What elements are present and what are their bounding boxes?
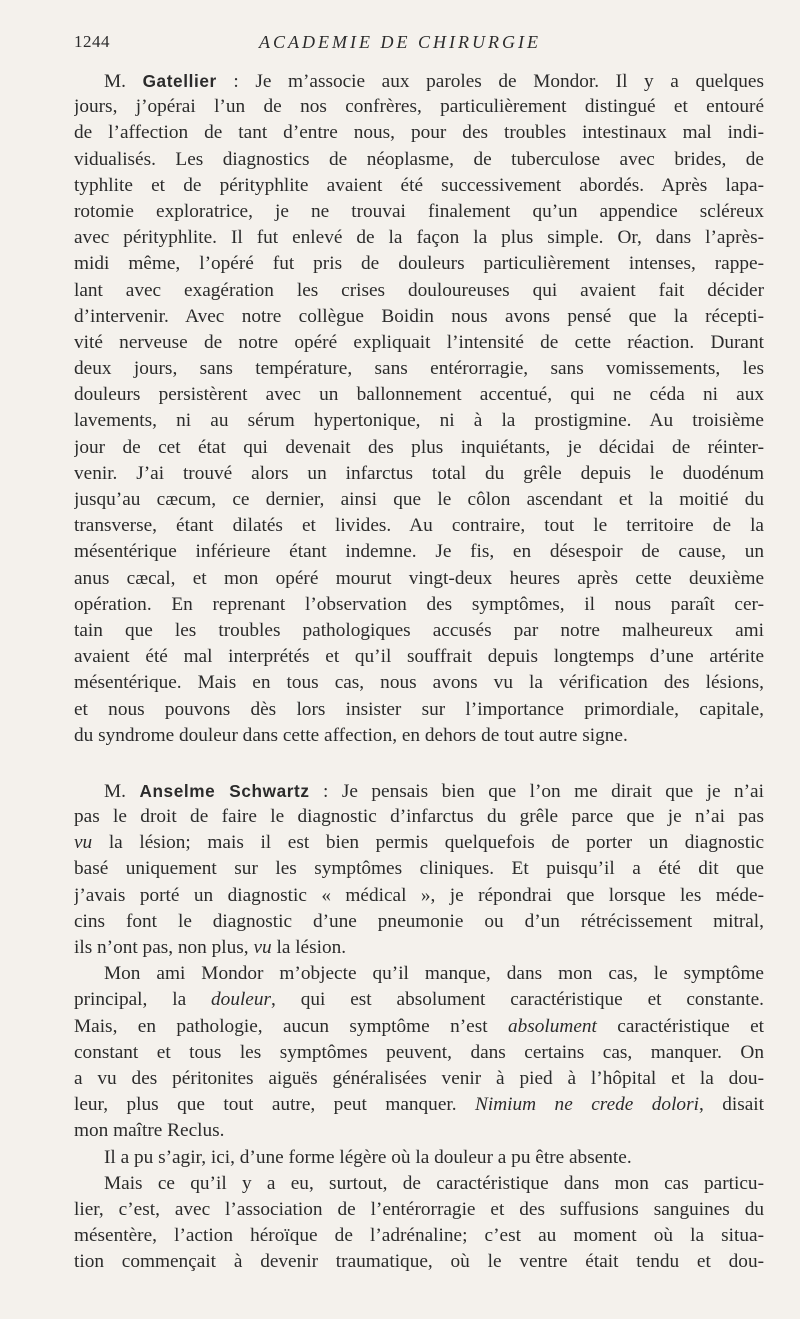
text-line: douleurs persistèrent avec un ballonnement accentué, qui ne céda ni aux [74,384,764,406]
text-line: opération. En reprenant l’observation des symptômes, il nous paraît cer- [74,593,764,615]
speaker-name: Anselme Schwartz [139,780,310,801]
text-line: M. Gatellier : Je m’associe aux paroles de Mondor. Il y a quelques [104,71,764,92]
body-text [74,68,764,1275]
text-line: leur, plus que tout autre, peut manquer. Nimium ne crede dolori, disait [74,1094,764,1116]
paragraph-gatellier [74,68,764,749]
italic-word: vu [74,832,93,854]
text-line: anus cæcal, et mon opéré mourut vingt-deux heures après cette deuxième [74,567,764,589]
text-line: mon maître Reclus. [74,1120,225,1142]
text-line: d’intervenir. Avec notre collègue Boidin nous avons pensé que la récepti- [74,305,764,327]
text-line: basé uniquement sur les symptômes cliniques. Et puisqu’il a été dit que [74,858,764,880]
text-line: constant et tous les symptômes peuvent, dans certains cas, manquer. On [74,1041,764,1063]
text-line: deux jours, sans température, sans entérorragie, sans vomissements, les [74,358,764,380]
text-line: rotomie exploratrice, je ne trouvai finalement qu’un appendice scléreux [74,200,764,222]
text-line: avec pérityphlite. Il fut enlevé de la façon la plus simple. Or, dans l’après- [74,227,764,249]
text-line: tain que les troubles pathologiques accusés par notre malheureux ami [74,619,764,641]
text-line: de l’affection de tant d’entre nous, pour des troubles intestinaux mal indi- [74,122,764,144]
italic-word: absolument [507,1015,597,1037]
text-line: M. Anselme Schwartz : Je pensais bien que l’on me dirait que je n’ai [104,780,764,802]
italic-word: vu [253,937,272,958]
text-line: j’avais porté un diagnostic « médical », je répondrai que lorsque les méde- [74,884,764,906]
text-line: mésentérique. Mais en tous cas, nous avons vu la vérification des lésions, [74,672,764,694]
text-line: Mon ami Mondor m’objecte qu’il manque, dans mon cas, le symptôme [104,963,764,985]
text-line: pas le droit de faire le diagnostic d’infarctus du grêle parce que je n’ai pas [74,806,764,828]
text-line: midi même, l’opéré fut pris de douleurs particulièrement intenses, rappe- [74,253,764,275]
text-line: vidualisés. Les diagnostics de néoplasme, de tuberculose avec brides, de [74,148,764,170]
text-line: lier, c’est, avec l’association de l’entérorragie et des suffusions sanguines du [74,1198,764,1220]
text-line: mésentérique inférieure étant indemne. Je fis, en désespoir de cause, un [74,541,764,563]
text-line: Mais ce qu’il y a eu, surtout, de caractéristique dans mon cas particu- [104,1172,764,1194]
text-line: vité nerveuse de notre opéré expliquait l’intensité de cette réaction. Durant [74,331,764,353]
text-line: Mais, en pathologie, aucun symptôme n’est absolument caractéristique et [74,1015,764,1037]
text-line: du syndrome douleur dans cette affection, en dehors de tout autre signe. [74,724,628,746]
text-line: avaient été mal interprétés et qu’il souffrait depuis longtemps d’une artérite [74,646,764,668]
paragraph-schwartz [74,778,764,961]
paragraph-gap [74,749,764,778]
text-line: transverse, étant dilatés et livides. Au contraire, tout le territoire de la [74,515,764,537]
paragraph-mondor-objection [74,961,764,1144]
text-line: typhlite et de pérityphlite avaient été successivement abordés. Après lapa- [74,174,764,196]
text-line: Il a pu s’agir, ici, d’une forme légère où la douleur a pu être absente. [104,1146,632,1168]
italic-word: douleur [211,989,272,1011]
text-line: cins font le diagnostic d’une pneumonie ou d’un rétrécissement mitral, [74,910,764,932]
text-line: et nous pouvons dès lors insister sur l’importance primordiale, capitale, [74,698,764,720]
text-line: vu la lésion; mais il est bien permis quelquefois de porter un diagnostic [74,832,764,854]
text-line: mésentère, l’action héroïque de l’adrénaline; c’est au moment où la situa- [74,1225,764,1247]
text-line: jusqu’au cæcum, ce dernier, ainsi que le côlon ascendant et la moitié du [74,489,764,510]
text-line: ils n’ont pas, non plus, vu la lésion. [74,937,347,958]
text-line: lant avec exagération les crises douloureuses qui avaient fait décider [74,279,764,301]
paragraph-light-form [74,1145,764,1171]
paragraph-adrenaline [74,1171,764,1276]
text-line: jour de cet état qui devenait des plus inquiétants, je décidai de réinter- [74,436,764,458]
text-line: venir. J’ai trouvé alors un infarctus total du grêle depuis le duodénum [74,462,764,484]
speaker-name: Gatellier [142,71,217,91]
page-number: 1244 [74,32,110,51]
running-title: ACADEMIE DE CHIRURGIE [259,32,541,52]
text-line: a vu des péritonites aiguës généralisées venir à pied à l’hôpital et la dou- [74,1067,764,1089]
text-line: lavements, ni au sérum hypertonique, ni à la prostigmine. Au troisième [74,410,764,432]
text-line: principal, la douleur, qui est absolument caractéristique et constante. [74,989,764,1011]
latin-quote: Nimium ne crede dolori [475,1094,699,1116]
text-line: jours, j’opérai l’un de nos confrères, particulièrement distingué et entouré [74,96,764,118]
text-line: tion commençait à devenir traumatique, où le ventre était tendu et dou- [74,1251,764,1273]
